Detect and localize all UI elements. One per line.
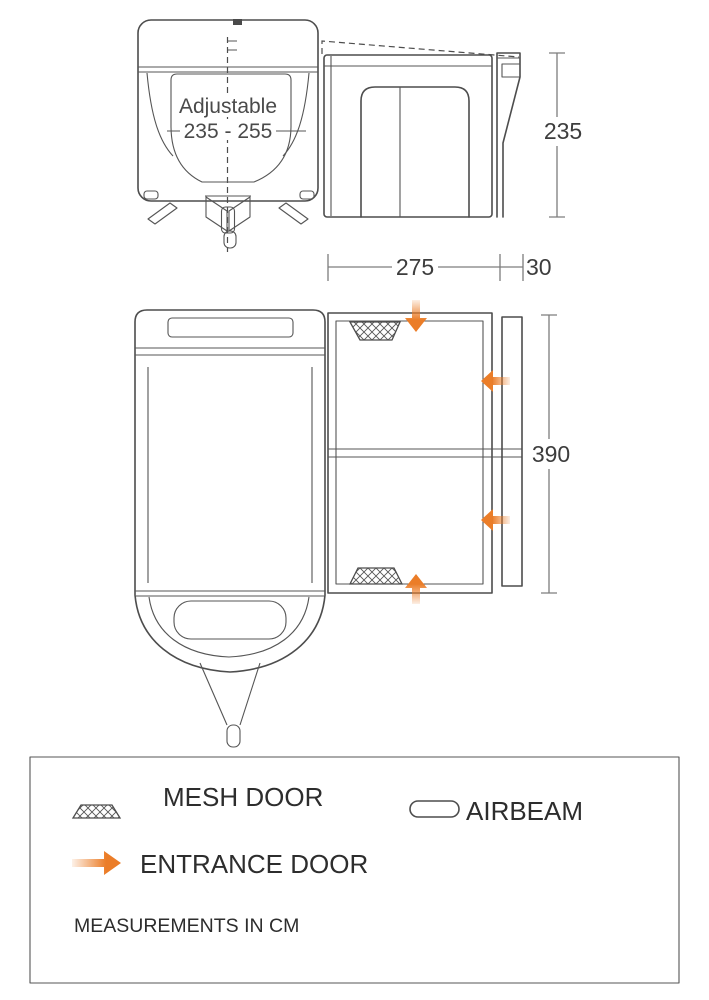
entrance-arrow-right-lower bbox=[481, 509, 510, 531]
awning-outer-wall bbox=[328, 313, 492, 593]
rail-clamp bbox=[227, 41, 237, 50]
caravan-wall-profile bbox=[497, 53, 520, 217]
height-dimension-label: 235 bbox=[543, 118, 583, 144]
airbeam-label: AIRBEAM bbox=[466, 796, 584, 826]
caravan-rear-window bbox=[168, 318, 293, 337]
depth-dimension-label: 275 bbox=[395, 254, 435, 280]
awning-plan-view bbox=[328, 300, 570, 604]
gas-locker bbox=[174, 601, 286, 639]
awning-side-view bbox=[322, 41, 582, 217]
caravan-front-band bbox=[135, 591, 325, 596]
caravan-plan-view bbox=[135, 310, 325, 747]
depth-dimension bbox=[328, 254, 552, 281]
adjustable-range-label: 235 - 255 bbox=[183, 120, 273, 143]
marker-light-left bbox=[144, 191, 158, 199]
entrance-arrow-bottom bbox=[405, 574, 427, 604]
caravan-plan-outline bbox=[135, 310, 325, 672]
caravan-rear-band bbox=[135, 348, 325, 355]
canopy-dimension-label: 30 bbox=[526, 254, 552, 280]
airbeam-swatch bbox=[410, 801, 459, 817]
awning-side-outline bbox=[324, 55, 492, 217]
awning-inner-wall bbox=[336, 321, 483, 584]
rail-notch bbox=[502, 64, 520, 77]
width-dimension-label: 390 bbox=[531, 441, 571, 467]
mesh-door-label: MESH DOOR bbox=[163, 782, 324, 812]
entrance-arrow-top bbox=[405, 300, 427, 332]
mesh-door-top bbox=[350, 322, 400, 340]
hitch-coupler bbox=[227, 725, 240, 747]
mesh-door-bottom bbox=[350, 568, 402, 584]
front-canopy-strip bbox=[502, 317, 522, 586]
middle-airbeam bbox=[328, 449, 522, 457]
adjustable-label: Adjustable bbox=[178, 95, 278, 118]
mesh-door-swatch bbox=[73, 805, 120, 818]
side-door-outline bbox=[361, 87, 469, 217]
entrance-door-label: ENTRANCE DOOR bbox=[140, 849, 369, 879]
marker-light-right bbox=[300, 191, 314, 199]
measurements-note: MEASUREMENTS IN CM bbox=[74, 915, 300, 937]
caravan-front-view bbox=[138, 19, 318, 252]
entrance-door-swatch bbox=[72, 851, 121, 875]
legend bbox=[30, 757, 679, 983]
roof-rail-mark bbox=[233, 19, 242, 25]
caravan-side-walls bbox=[148, 367, 312, 583]
entrance-arrow-right-upper bbox=[481, 370, 510, 392]
